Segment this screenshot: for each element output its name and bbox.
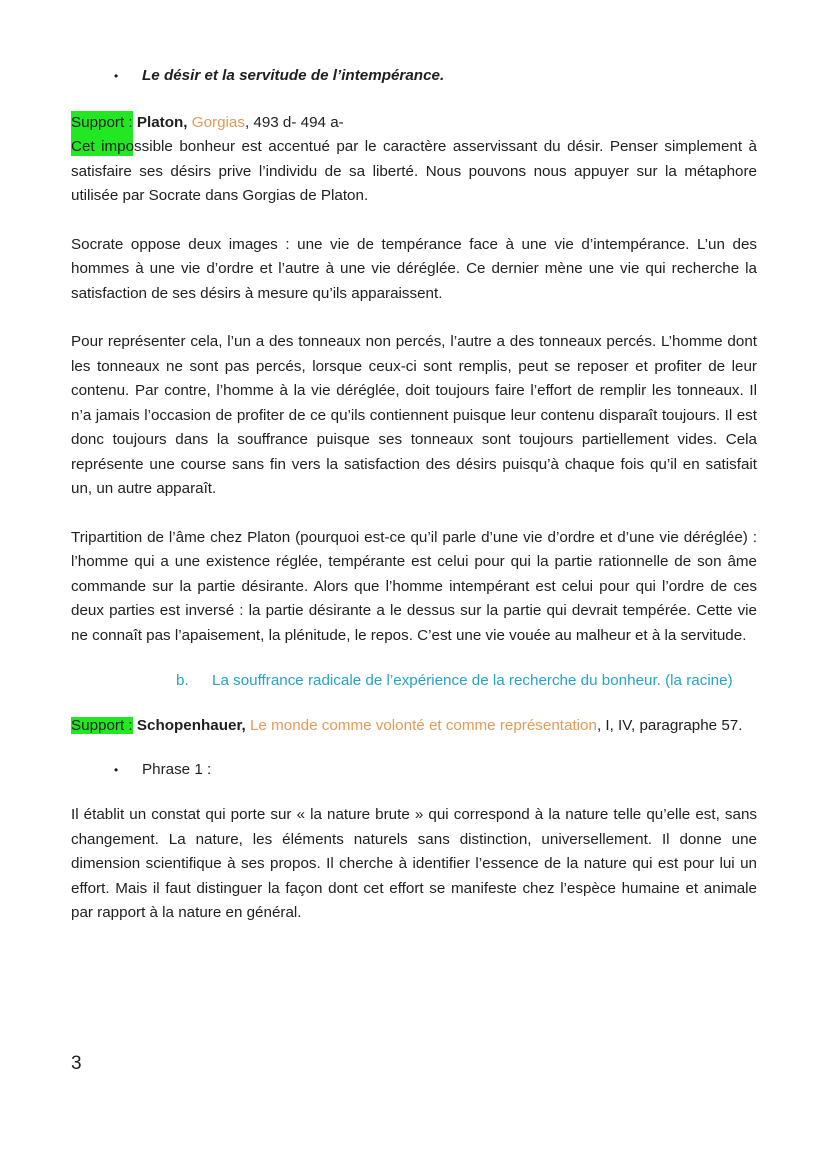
bullet-phrase xyxy=(71,758,757,782)
bullet-heading xyxy=(71,64,757,88)
support-label-highlight: Support : xyxy=(71,111,133,156)
page-number: 3 xyxy=(71,1053,82,1074)
paragraph: Socrate oppose deux images : une vie de tempérance face à une vie d’intempérance. L’un des hommes à une vie d’ordre et l’autre à une vie déréglée. Ce dernier mène une vie qui recherche la satisfaction de ses désirs à mesure qu’ils apparaissent. xyxy=(71,235,757,302)
paragraph: Tripartition de l’âme chez Platon (pourquoi est-ce qu’il parle d’une vie d’ordre et d’une vie déréglée) : l’homme qui a une existence réglée, tempérante est celui pour qui la partie rationnelle de son âme commande sur la partie désirante. Alors que l’homme intempérant est celui pour qui l’ordre de ces deux parties est inversé : la partie désirante a le dessus sur la partie qui devrait tempérée. Cette vie ne connaît pas l’apaisement, la plénitude, le repos. C’est une vie vouée au malheur et à la servitude. xyxy=(71,528,757,644)
section-heading: Le désir et la servitude de l’intempérance. xyxy=(142,67,445,84)
paragraph: Cet impossible bonheur est accentué par le caractère asservissant du désir. Penser simplement à satisfaire ses désirs prive l’individu de sa liberté. Nous pouvons nous appuyer sur la métaphore utilisée par Socrate dans Gorgias de Platon. xyxy=(71,138,757,204)
support-label-highlight: Support : xyxy=(71,716,133,734)
sub-heading-letter: b. xyxy=(176,672,189,689)
support-work-title: Le monde comme volonté et comme représentation xyxy=(249,716,597,734)
support-work-title: Gorgias xyxy=(191,114,245,131)
paragraph: Il établit un constat qui porte sur « la nature brute » qui correspond à la nature telle qu’elle est, sans changement. La nature, les éléments naturels sans distinction, universellement. Il donne une dimension scientifique à ses propos. Il cherche à identifier l’essence de la nature qui est pour lui un effort. Mais il faut distinguer la façon dont cet effort se manifeste chez l’espèce humaine et animale par rapport à la nature en général. xyxy=(71,806,757,921)
support-reference: , I, IV, paragraphe 57. xyxy=(596,716,743,734)
support-author: Schopenhauer, xyxy=(136,716,246,734)
bullet-dot-icon: • xyxy=(114,69,119,83)
sub-heading-text: La souffrance radicale de l’expérience de la recherche du bonheur. (la racine) xyxy=(212,672,733,689)
support-reference: , 493 d- 494 a- xyxy=(244,114,344,131)
paragraph: Pour représenter cela, l’un a des tonneaux non percés, l’autre a des tonneaux percés. L’homme dont les tonneaux ne sont pas percés, lorsque ceux-ci sont remplis, peut se reposer et profiter de leur contenu. Par contre, l’homme à la vie déréglée, doit toujours faire l’effort de remplir les tonneaux. Il n’a jamais l’occasion de profiter de ce qu’ils contiennent puisque leur contenu disparaît toujours. Il est donc toujours dans la souffrance puisque ses tonneaux sont toujours partiellement vides. Cela représente une course sans fin vers la satisfaction des désirs puisqu’à chaque fois qu’il en satisfait un, un autre apparaît. xyxy=(71,333,757,497)
document-page xyxy=(71,64,757,926)
support-line-schopenhauer xyxy=(71,714,757,739)
bullet-dot-icon: • xyxy=(114,763,119,777)
sub-heading xyxy=(71,669,757,694)
bullet-text: Phrase 1 : xyxy=(142,761,212,778)
support-author: Platon, xyxy=(136,114,188,131)
